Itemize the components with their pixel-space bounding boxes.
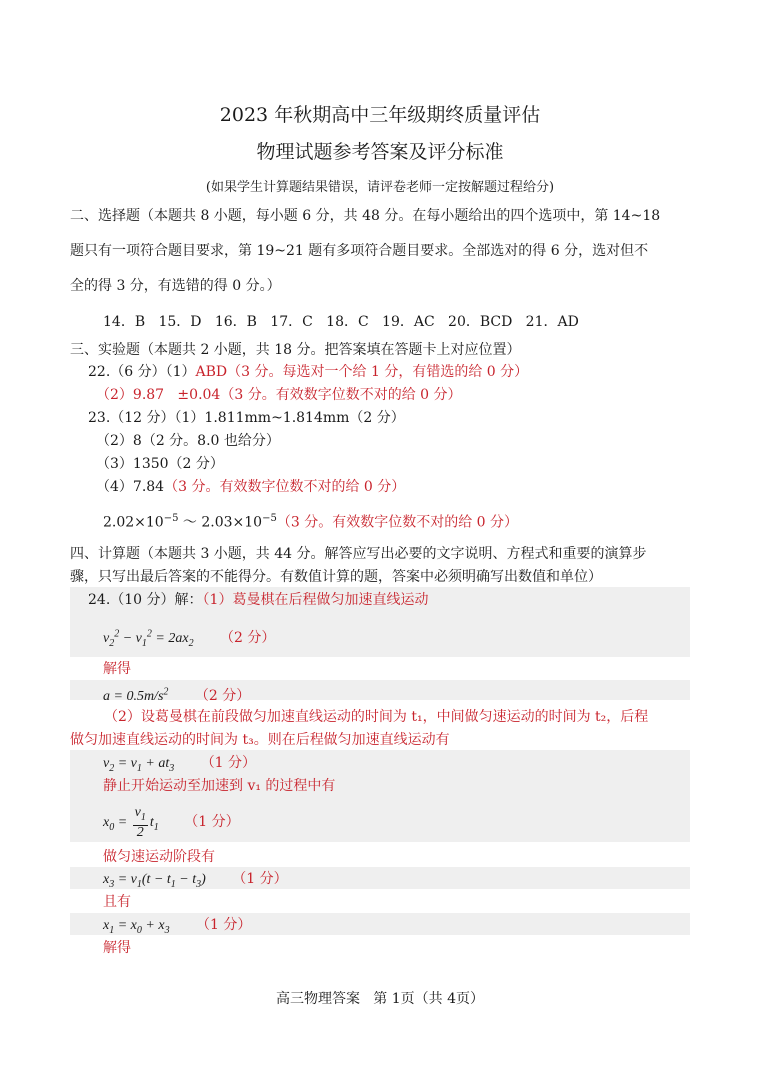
q23-line-5 (103, 505, 518, 537)
q24-prefix: 24.（10 分）解： (88, 592, 203, 608)
q23-range-high-exp: −5 (262, 513, 277, 524)
equation-4-score: （1 分） (184, 814, 240, 831)
q24-line-1 (88, 586, 428, 614)
section2-line-1: 二、选择题（本题共 8 小题，每小题 6 分，共 48 分。在每小题给出的四个选项中，第 14~18 (70, 208, 661, 224)
section2-answers: 14．B 15．D 16．B 17．C 18．C 19．AC 20．BCD 21．AD (103, 314, 579, 330)
section2-line-3: 全的得 3 分，有选错的得 0 分。） (70, 278, 281, 294)
equation-5-score: （1 分） (232, 871, 288, 887)
equation-6-score: （1 分） (196, 917, 252, 933)
section4-line-2: 骤，只写出最后答案的不能得分。有数值计算的题，答案中必须明确写出数值和单位） (70, 569, 602, 585)
q23-line-3: （3）1350（2 分） (96, 456, 224, 472)
q23-score-4: （3 分。有效数字位数不对的给 0 分） (164, 479, 406, 495)
q22-prefix: 22.（6 分）（1） (88, 364, 196, 380)
and-line: 且有 (103, 894, 131, 910)
part2-line-1: （2）设葛曼棋在前段做匀加速直线运动的时间为 t₁，中间做匀速运动的时间为 t₂，后程 (104, 709, 649, 725)
solve-label-2: 解得 (103, 940, 131, 956)
equation-4 (103, 806, 240, 842)
solve-label-1: 解得 (103, 661, 131, 677)
equation-3-score: （1 分） (200, 755, 257, 771)
section3-heading: 三、实验题（本题共 2 小题，共 18 分。把答案填在答题卡上对应位置） (70, 342, 521, 358)
q23-value-4: （4）7.84 (96, 479, 165, 495)
q23-range-low-exp: −5 (163, 513, 179, 524)
static-motion-line: 静止开始运动至加速到 v₁ 的过程中有 (103, 778, 336, 794)
q23-score-5: （3 分。有效数字位数不对的给 0 分） (276, 514, 519, 531)
equation-1 (103, 620, 275, 657)
q23-line-2: （2）8（2 分。8.0 也给分） (96, 433, 280, 449)
equation-4-fraction: $\frac{v_1}{2}$ (134, 805, 146, 840)
q23-line-4 (96, 473, 405, 501)
equation-5-formula: $x_3 = v_1(t - t_1 - t_3)$ (103, 872, 206, 890)
title-line-1: 2023 年秋期高中三年级期终质量评估 (219, 104, 541, 126)
page-footer: 高三物理答案 第 1页（共 4页） (275, 991, 485, 1007)
q23-range-high: ～ 2.03×10 (178, 514, 263, 531)
uniform-motion-line: 做匀速运动阶段有 (103, 849, 215, 865)
q22-answer-2: （2）9.87 ±0.04（3 分。有效数字位数不对的给 0 分） (96, 387, 462, 403)
q22-answer-1: ABD（3 分。每选对一个给 1 分，有错选的给 0 分） (195, 364, 529, 380)
equation-1-formula: $v_2^2 - v_1^2 = 2ax_2$ (103, 628, 194, 649)
q23-line-1: 23.（12 分）（1）1.811mm~1.814mm（2 分） (88, 410, 405, 426)
equation-2-score: （2 分） (194, 687, 251, 704)
equation-6-formula: $x_1 = x_0 + x_3$ (103, 918, 170, 936)
section2-line-2: 题只有一项符合题目要求，第 19~21 题有多项符合题目要求。全部选对的得 6 分，选对但不 (70, 243, 649, 259)
q24-part-1: （1）葛曼棋在后程做匀加速直线运动 (202, 592, 429, 608)
equation-2-formula: $a = 0.5m/s^2$ (103, 686, 169, 704)
equation-1-score: （2 分） (220, 629, 276, 646)
q23-range-low: 2.02×10 (103, 514, 164, 531)
grading-note: (如果学生计算题结果错误，请评卷老师一定按解题过程给分) (205, 180, 555, 195)
section4-line-1: 四、计算题（本题共 3 小题，共 44 分。解答应写出必要的文字说明、方程式和重要的演算步 (70, 546, 647, 562)
equation-4-formula: $x_0$ = $\frac{v_1}{2}$ $t_1$ (103, 805, 159, 840)
equation-3-formula: $v_2 = v_1 + at_3$ (103, 756, 175, 774)
title-line-2: 物理试题参考答案及评分标准 (256, 141, 504, 163)
part2-line-2: 做匀加速直线运动的时间为 t₃。则在后程做匀加速直线运动有 (70, 732, 450, 748)
